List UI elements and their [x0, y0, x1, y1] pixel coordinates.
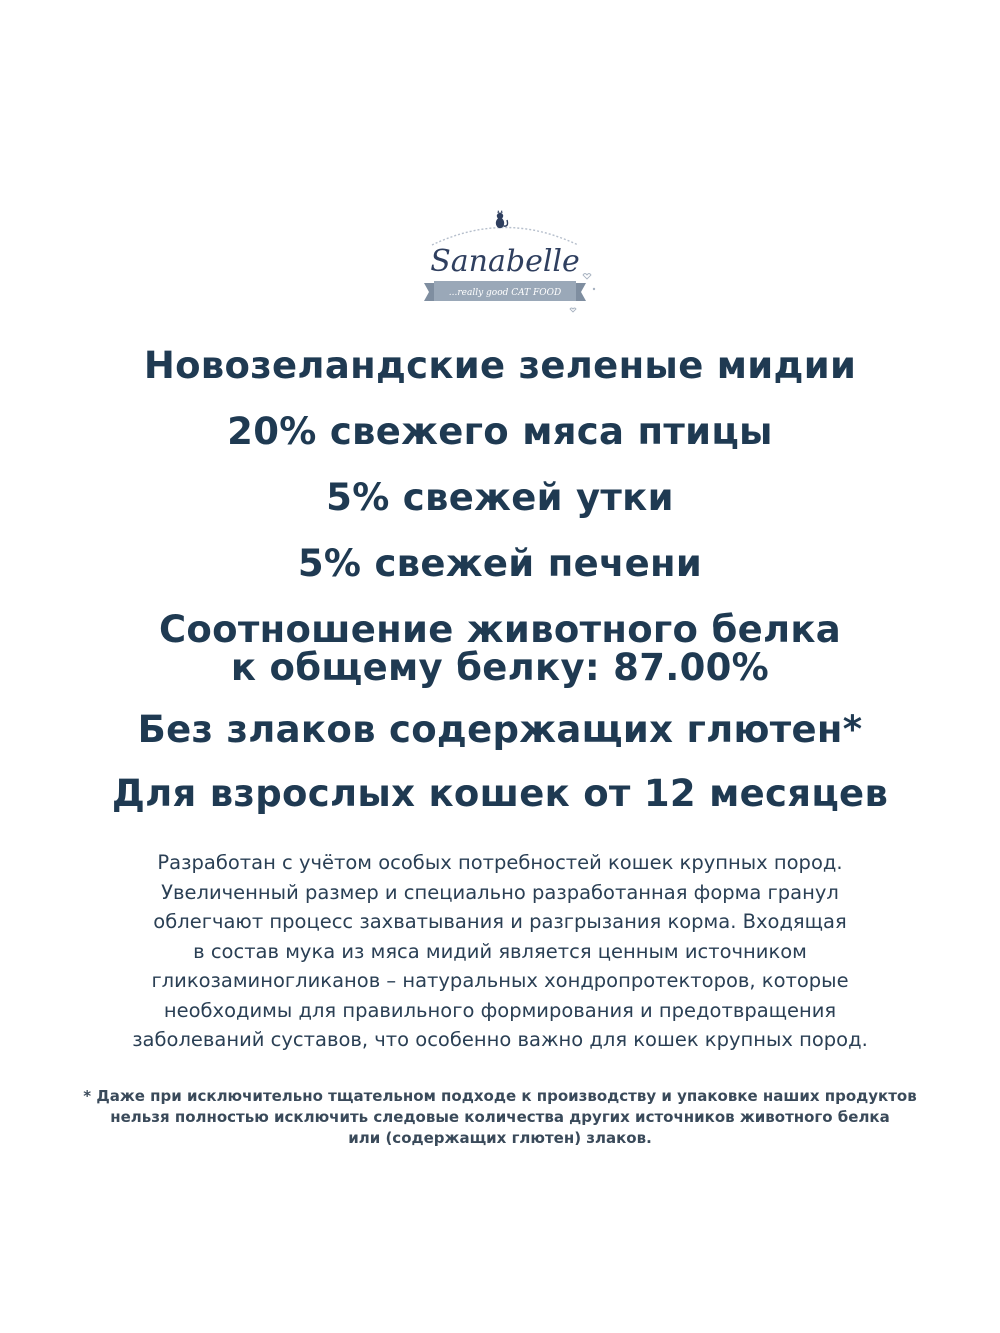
footnote-line: * Даже при исключительно тщательном подходе к производству и упаковке наших продуктов: [83, 1087, 917, 1105]
description-line: гликозаминогликанов – натуральных хондропротекторов, которые: [151, 969, 849, 992]
footnote-line: или (содержащих глютен) злаков.: [348, 1129, 652, 1147]
headline-protein-ratio-line2: к общему белку: 87.00%: [230, 646, 770, 689]
tagline-banner: [424, 281, 586, 301]
headline-gluten-free: Без злаков содержащих глютен*: [137, 708, 863, 751]
footnote-line: нельзя полностью исключить следовые количества других источников животного белка: [110, 1108, 890, 1126]
brand-logo: [410, 205, 600, 320]
description-line: Разработан с учётом особых потребностей кошек крупных пород.: [157, 851, 843, 874]
heart-icon: [583, 274, 591, 280]
description-line: заболеваний суставов, что особенно важно для кошек крупных пород.: [132, 1028, 868, 1051]
headline-duck: 5% свежей утки: [326, 476, 674, 519]
headline-adult-cats: Для взрослых кошек от 12 месяцев: [111, 772, 889, 815]
description-line: необходимы для правильного формирования и предотвращения: [163, 998, 837, 1022]
headline-liver: 5% свежей печени: [297, 542, 703, 585]
product-description: [20, 848, 980, 1055]
footnote: [20, 1086, 980, 1149]
brand-tagline: ...really good CAT FOOD: [448, 288, 562, 298]
arc-ornament: [432, 228, 578, 246]
description-line: облегчают процесс захватывания и разгрызания корма. Входящая: [153, 910, 847, 933]
description-line: Увеличенный размер и специально разработанная форма гранул: [161, 880, 839, 904]
headline-protein-ratio-line1: Соотношение животного белка: [158, 608, 842, 651]
dot-ornament: [593, 288, 595, 290]
heart-icon: [570, 308, 576, 312]
description-line: в состав мука из мяса мидий является ценным источником: [193, 939, 807, 963]
feature-headlines: [0, 340, 1000, 816]
brand-name: Sanabelle: [430, 244, 580, 279]
headline-poultry: 20% свежего мяса птицы: [227, 410, 773, 453]
cat-silhouette-icon: [496, 210, 508, 228]
sanabelle-logo-graphic: [410, 205, 600, 320]
headline-mussels: Новозеландские зеленые мидии: [143, 344, 857, 387]
